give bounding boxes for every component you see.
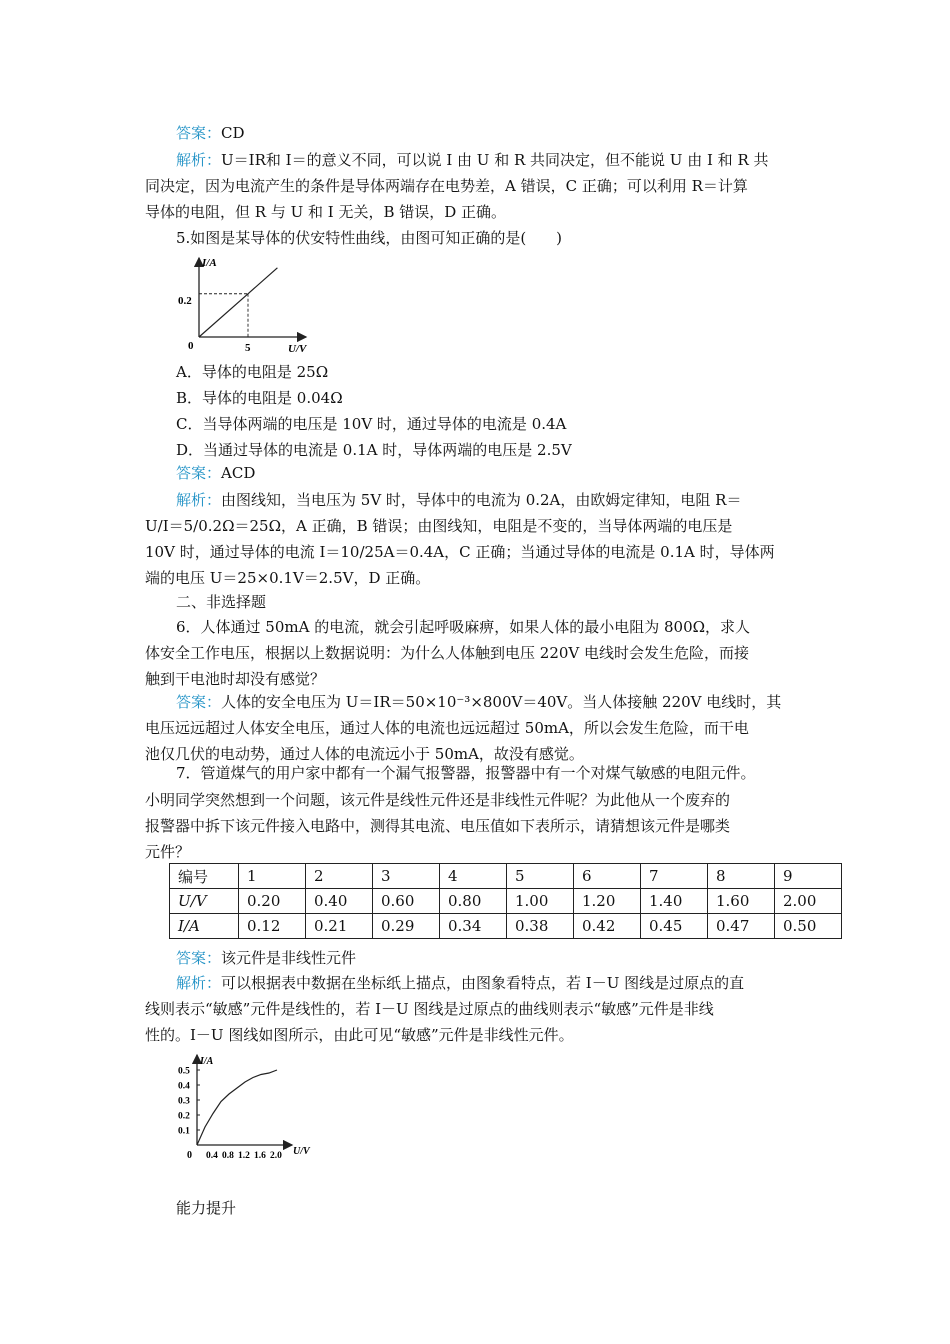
- table-cell: 1.00: [507, 889, 574, 914]
- answer-line: [176, 948, 356, 968]
- x-axis-label: U/V: [293, 1146, 310, 1157]
- table-cell: 5: [507, 864, 574, 889]
- answer-label: 答案：: [176, 693, 222, 711]
- answer-text: 电压远远超过人体安全电压，通过人体的电流也远远超过 50mA，所以会发生危险，而干电: [145, 719, 749, 737]
- x-tick-label: 5: [245, 342, 251, 354]
- table-cell: U/V: [170, 889, 239, 914]
- answer-value: 该元件是非线性元件: [221, 949, 357, 967]
- analysis-text: 10V 时，通过导体的电流 I＝10/25A＝0.4A，C 正确；当通过导体的电流是 0.1A 时，导体两: [145, 543, 775, 561]
- analysis-line: [176, 490, 741, 510]
- answer-label: 答案：: [176, 464, 222, 482]
- question-7-text: 报警器中拆下该元件接入电路中，测得其电流、电压值如下表所示，请猜想该元件是哪类: [145, 817, 731, 835]
- y-tick-label: 0.3: [178, 1096, 190, 1107]
- question-7-text: 元件？: [145, 843, 191, 861]
- table-cell: 4: [440, 864, 507, 889]
- y-tick-label: 0.5: [178, 1066, 190, 1077]
- y-tick-label: 0.4: [178, 1081, 190, 1092]
- iv-chart-curve: [168, 1050, 318, 1168]
- table-cell: 0.40: [306, 889, 373, 914]
- question-6-text: 6．人体通过 50mA 的电流，就会引起呼吸麻痹，如果人体的最小电阻为 800Ω，求人: [176, 618, 751, 636]
- analysis-text: 同决定，因为电流产生的条件是导体两端存在电势差，A 错误，C 正确；可以利用 R＝计算: [145, 177, 748, 195]
- answer-label: 答案：: [176, 949, 222, 967]
- table-cell: 1.20: [574, 889, 641, 914]
- table-cell: 0.80: [440, 889, 507, 914]
- y-tick-label: 0.1: [178, 1126, 190, 1137]
- analysis-label: 解析：: [176, 491, 222, 509]
- table-cell: 1.40: [641, 889, 708, 914]
- question-7-text: 7．管道煤气的用户家中都有一个漏气报警器，报警器中有一个对煤气敏感的电阻元件。: [176, 764, 756, 782]
- x-tick-label: 1.2: [238, 1151, 250, 1161]
- analysis-text: U＝IR和 I＝的意义不同，可以说 I 由 U 和 R 共同决定，但不能说 U 由 I 和 R 共: [221, 151, 769, 169]
- table-cell: 0.29: [373, 914, 440, 939]
- table-cell: 0.20: [239, 889, 306, 914]
- x-tick-label: 0.4: [206, 1151, 218, 1161]
- question-6-text: 体安全工作电压，根据以上数据说明：为什么人体触到电压 220V 电线时会发生危险，而接: [145, 644, 750, 662]
- table-cell: 1.60: [708, 889, 775, 914]
- table-cell: 3: [373, 864, 440, 889]
- option-a: A．导体的电阻是 25Ω: [176, 363, 329, 381]
- table-cell: 0.60: [373, 889, 440, 914]
- y-tick-label: 0.2: [178, 1111, 190, 1122]
- table-cell: 0.45: [641, 914, 708, 939]
- answer-line: [176, 692, 781, 712]
- y-axis-label: I/A: [200, 1056, 214, 1067]
- x-tick-label: 1.6: [254, 1151, 266, 1161]
- analysis-text: 由图线知，当电压为 5V 时，导体中的电流为 0.2A，由欧姆定律知，电阻 R＝: [221, 491, 742, 509]
- table-cell: 2.00: [775, 889, 842, 914]
- section-footer: 能力提升: [176, 1199, 237, 1217]
- analysis-text: 导体的电阻，但 R 与 U 和 I 无关，B 错误，D 正确。: [145, 203, 507, 221]
- table-row: [170, 864, 842, 889]
- y-tick-label: 0.2: [178, 295, 192, 307]
- option-c: C．当导体两端的电压是 10V 时，通过导体的电流是 0.4A: [176, 415, 567, 433]
- table-cell: 0.47: [708, 914, 775, 939]
- analysis-text: U/I＝5/0.2Ω＝25Ω，A 正确，B 错误；由图线知，电阻是不变的，当导体两端的电压是: [145, 517, 733, 535]
- option-d: D．当通过导体的电流是 0.1A 时，导体两端的电压是 2.5V: [176, 441, 572, 459]
- analysis-label: 解析：: [176, 151, 222, 169]
- analysis-text: 端的电压 U＝25×0.1V＝2.5V，D 正确。: [145, 569, 431, 587]
- question-6-text: 触到干电池时却没有感觉？: [145, 670, 326, 688]
- table-cell: 0.12: [239, 914, 306, 939]
- table-cell: 0.42: [574, 914, 641, 939]
- analysis-text: 线则表示“敏感”元件是线性的，若 I－U 图线是过原点的曲线则表示“敏感”元件是非线: [145, 1000, 714, 1018]
- answer-line: [176, 123, 245, 143]
- origin-label: 0: [187, 1150, 192, 1161]
- answer-value: ACD: [221, 464, 256, 482]
- question-7-text: 小明同学突然想到一个问题，该元件是线性元件还是非线性元件呢？为此他从一个废弃的: [145, 791, 731, 809]
- x-tick-label: 0.8: [222, 1151, 234, 1161]
- table-row: [170, 914, 842, 939]
- x-axis-label: U/V: [288, 343, 307, 355]
- iv-curve: [197, 1070, 277, 1145]
- option-b: B．导体的电阻是 0.04Ω: [176, 389, 343, 407]
- data-table: [169, 863, 842, 939]
- y-axis-label: I/A: [202, 257, 217, 269]
- analysis-line: [176, 150, 769, 170]
- table-cell: I/A: [170, 914, 239, 939]
- analysis-text: 可以根据表中数据在坐标纸上描点，由图象看特点，若 I－U 图线是过原点的直: [221, 974, 745, 992]
- answer-value: CD: [221, 124, 245, 142]
- table-cell: 8: [708, 864, 775, 889]
- answer-line: [176, 463, 255, 483]
- question-5-stem: 5.如图是某导体的伏安特性曲线，由图可知正确的是( ): [176, 229, 563, 247]
- analysis-text: 性的。I－U 图线如图所示，由此可见“敏感”元件是非线性元件。: [145, 1026, 574, 1044]
- analysis-label: 解析：: [176, 974, 222, 992]
- answer-text: 人体的安全电压为 U＝IR＝50×10⁻³×800V＝40V。当人体接触 220V 电线时，其: [221, 693, 782, 711]
- table-cell: 2: [306, 864, 373, 889]
- iv-chart-linear: [170, 252, 330, 357]
- table-cell: 0.38: [507, 914, 574, 939]
- section-title: 二、非选择题: [176, 593, 267, 611]
- table-row: [170, 889, 842, 914]
- answer-text: 池仅几伏的电动势，通过人体的电流远小于 50mA，故没有感觉。: [145, 745, 584, 763]
- table-cell: 0.34: [440, 914, 507, 939]
- analysis-line: [176, 973, 744, 993]
- table-cell: 6: [574, 864, 641, 889]
- origin-label: 0: [188, 340, 194, 352]
- table-cell: 0.50: [775, 914, 842, 939]
- table-cell: 7: [641, 864, 708, 889]
- answer-label: 答案：: [176, 124, 222, 142]
- table-cell: 0.21: [306, 914, 373, 939]
- table-cell: 1: [239, 864, 306, 889]
- x-tick-label: 2.0: [270, 1151, 282, 1161]
- table-cell: 9: [775, 864, 842, 889]
- table-cell: 编号: [170, 864, 239, 889]
- iv-line: [199, 268, 277, 337]
